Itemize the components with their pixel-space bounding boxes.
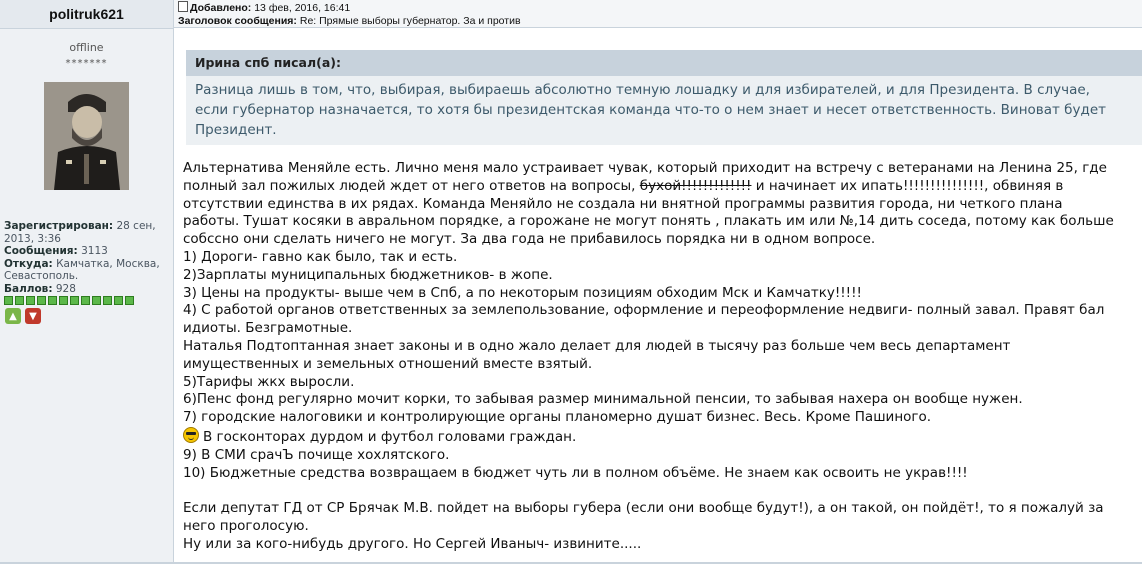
message-line: собссно они сделать ничего не могут. За два года не прибавилось порядка ни в одном вопросе. bbox=[183, 231, 876, 248]
message-text: и начинает их ипать!!!!!!!!!!!!!!!, обвиняя в bbox=[755, 177, 1064, 194]
registered-label: Зарегистрирован: bbox=[4, 220, 114, 232]
subject-value: Re: Прямые выборы губернатор. За и против bbox=[299, 14, 521, 27]
strikethrough-text: бухой!!!!!!!!!!!!! bbox=[639, 177, 752, 194]
message-line: 10) Бюджетные средства возвращаем в бюджет чуть ли в полном объёме. Не знаем как освоить не украв!!!! bbox=[183, 464, 968, 481]
subject-label: Заголовок сообщения: bbox=[178, 14, 297, 27]
thumbs-down-icon[interactable]: ▼ bbox=[25, 308, 41, 324]
message-line: работы. Тушат косяки в авральном порядке, а горожане не могут понять , плакать им или №,14 дить соседа, потому как больше bbox=[183, 213, 1114, 230]
spacer bbox=[183, 482, 1142, 500]
rep-block bbox=[103, 296, 112, 305]
quote-line: Президент. bbox=[195, 122, 277, 138]
message-line: Ну или за кого-нибудь другого. Но Сергей Иваныч- извините..... bbox=[183, 535, 642, 552]
message-line: 1) Дороги- гавно как было, так и есть. bbox=[183, 248, 458, 265]
message-line: Альтернатива Меняйле есть. Лично меня мало устраивает чувак, который приходит на встречу с ветеранами на Ленина 25, где bbox=[183, 160, 1107, 176]
quote-body bbox=[186, 76, 1142, 145]
message-text: полный зал пожилых людей ждет от него ответов на вопросы, bbox=[183, 177, 636, 194]
message-text: В госконторах дурдом и футбол головами граждан. bbox=[203, 428, 577, 445]
author-header bbox=[0, 0, 173, 29]
rep-block bbox=[70, 296, 79, 305]
quote-block bbox=[186, 50, 1142, 145]
message-line: 2)Зарплаты муниципальных бюджетников- в жопе. bbox=[183, 266, 553, 283]
rank-stars: ******* bbox=[65, 58, 108, 69]
message-line: Если депутат ГД от СР Брячак М.В. пойдет на выборы губера (если они вообще будут!), а он такой, он пойдёт!, то я пожалуй за bbox=[183, 500, 1104, 517]
message-line: 3) Цены на продукты- выше чем в Спб, а по некоторым позициям обходим Мск и Камчатку!!!!! bbox=[183, 284, 862, 301]
post-body bbox=[183, 160, 1142, 554]
message-line: имущественных и земельных отношений вместе взятый. bbox=[183, 355, 593, 372]
message-line: отсутствии единства в их рядах. Команда Меняйло не создала ни внятной программы развития города, ни четкого плана bbox=[183, 195, 1063, 212]
post-header bbox=[174, 0, 1142, 28]
rep-block bbox=[26, 296, 35, 305]
message-line: 7) городские налоговики и контролирующие органы планомерно душат бизнес. Весь. Кроме Пашиного. bbox=[183, 409, 932, 426]
message-line: Наталья Подтоптанная знает законы и в одно жало делает для людей в тысячу раз больше чем весь департамент bbox=[183, 337, 1011, 354]
online-status: offline bbox=[69, 41, 104, 54]
rep-block bbox=[48, 296, 57, 305]
author-info bbox=[4, 220, 170, 295]
message-line: 6)Пенс фонд регулярно мочит корки, то забывая размер минимальной пенсии, то забывая нахера он вообще нужен. bbox=[183, 391, 1023, 408]
registered-value: 28 сен, 2013, 3:36 bbox=[4, 220, 156, 245]
quote-title: Ирина спб писал(а): bbox=[186, 50, 1142, 76]
author-username[interactable]: politruk621 bbox=[49, 6, 124, 22]
message-line bbox=[183, 427, 1142, 447]
added-value: 13 фев, 2016, 16:41 bbox=[254, 2, 351, 14]
message-line bbox=[183, 178, 1142, 196]
points-label: Баллов: bbox=[4, 282, 53, 295]
post-icon[interactable] bbox=[178, 1, 188, 12]
messages-label: Сообщения: bbox=[4, 245, 78, 257]
avatar[interactable] bbox=[44, 82, 129, 190]
from-label: Откуда: bbox=[4, 257, 53, 270]
divider bbox=[0, 562, 1142, 564]
quote-line: Разница лишь в том, что, выбирая, выбираешь абсолютно темную лошадку и для избирателей, и для Президента. В случае, bbox=[195, 82, 1090, 98]
quote-line: если губернатор назначается, то хотя бы президентская команда что-то о нем знает и несет ответственность. Виноват будет bbox=[195, 102, 1106, 118]
cool-smiley-icon bbox=[183, 427, 199, 443]
rep-block bbox=[4, 296, 13, 305]
thumbs-up-icon[interactable]: ▲ bbox=[5, 308, 21, 324]
message-line: 9) В СМИ срачЪ почище хохлятского. bbox=[183, 446, 450, 463]
rep-block bbox=[92, 296, 101, 305]
from-value: Камчатка, Москва, Севастополь. bbox=[4, 257, 160, 282]
rep-block bbox=[81, 296, 90, 305]
messages-value: 3113 bbox=[81, 245, 108, 257]
rep-block bbox=[15, 296, 24, 305]
rep-block bbox=[125, 296, 134, 305]
message-line: идиоты. Безграмотные. bbox=[183, 320, 353, 337]
points-value: 928 bbox=[55, 282, 76, 295]
message-line: него проголосую. bbox=[183, 517, 309, 534]
message-line: 4) С работой органов ответственных за землепользование, оформление и переоформление недвиги- полный завал. Правят бал bbox=[183, 302, 1105, 319]
added-label: Добавлено: bbox=[190, 2, 252, 14]
message-line: 5)Тарифы жкх выросли. bbox=[183, 373, 355, 390]
rep-block bbox=[114, 296, 123, 305]
reputation-bar bbox=[4, 296, 134, 305]
rep-block bbox=[37, 296, 46, 305]
rep-block bbox=[59, 296, 68, 305]
